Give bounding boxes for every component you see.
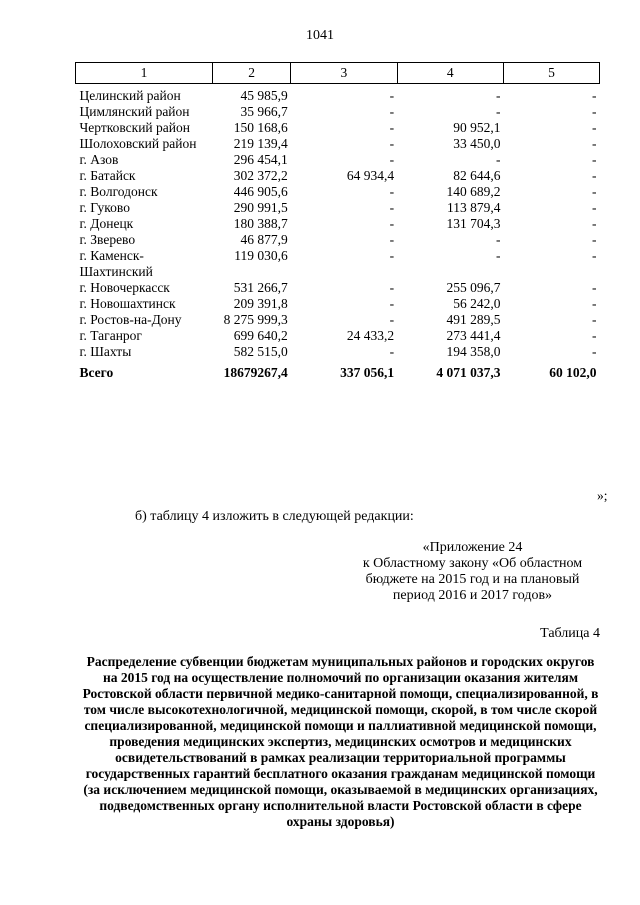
column-5-cell: -: [592, 216, 597, 231]
column-4-cell: 255 096,7: [446, 280, 501, 295]
page-number: 1041: [306, 28, 334, 43]
total-column-2-cell: 18679267,4: [223, 365, 288, 380]
table-heading: Распределение субвенции бюджетам муниципальных районов и городских округов на 2015 год на осуществление полномочий по организации оказания жителям Ростовской области первичной медико-санитарной помощи, специализированной, в том числе высокотехнологичной, медицинской помощи, скорой, в том числе скорой специализированной, медицинской помощи и паллиативной медицинской помощи, проведения медицинских экспертиз, медицинских осмотров и медицинских освидетельствований в рамках реализации территориальной программы государственных гарантий бесплатного оказания гражданам медицинской помощи (за исключением медицинской помощи, оказываемой в медицинских организациях, подведомственных органу исполнительной власти Ростовской области в сфере охраны здоровья): [82, 654, 599, 829]
column-5-cell: -: [592, 312, 597, 327]
column-2-cell: 8 275 999,3: [223, 312, 288, 327]
column-2-cell: 290 991,5: [233, 200, 288, 215]
column-2-cell: 35 966,7: [240, 104, 288, 119]
table-row: [76, 344, 600, 360]
table-body: [76, 84, 600, 382]
row-name-cell: г. Зверево: [79, 232, 136, 247]
row-name-cell: г. Каменск-Шахтинский: [79, 248, 153, 279]
column-2-cell: 446 905,6: [233, 184, 288, 199]
row-name-cell: г. Ростов-на-Дону: [79, 312, 182, 327]
column-3-cell: -: [389, 104, 395, 119]
column-header-5: 5: [503, 63, 599, 84]
column-3-cell: -: [389, 312, 395, 327]
column-3-cell: -: [389, 152, 395, 167]
appendix-line: к Областному закону «Об областном: [362, 556, 583, 571]
column-3-cell: -: [389, 232, 395, 247]
column-2-cell: 150 168,6: [233, 120, 288, 135]
total-column-5-cell: 60 102,0: [549, 365, 597, 380]
row-name-cell: Чертковский район: [79, 120, 190, 135]
column-5-cell: -: [592, 344, 597, 359]
row-name-cell: г. Батайск: [79, 168, 136, 183]
column-3-cell: -: [389, 200, 395, 215]
column-2-cell: 180 388,7: [233, 216, 288, 231]
row-name-cell: г. Волгодонск: [79, 184, 158, 199]
total-column-3-cell: 337 056,1: [340, 365, 395, 380]
column-4-cell: 56 242,0: [453, 296, 501, 311]
total-column-4-cell: 4 071 037,3: [436, 365, 501, 380]
table-row: [76, 120, 600, 136]
column-2-cell: 119 030,6: [234, 248, 288, 263]
row-name-cell: Цимлянский район: [79, 104, 190, 119]
column-2-cell: 296 454,1: [233, 152, 288, 167]
table-row: [76, 248, 600, 280]
column-5-cell: -: [592, 104, 597, 119]
row-name-cell: г. Новошахтинск: [79, 296, 176, 311]
column-4-cell: 90 952,1: [453, 120, 501, 135]
column-header-2: 2: [212, 63, 290, 84]
column-2-cell: 219 139,4: [233, 136, 288, 151]
column-2-cell: 531 266,7: [233, 280, 288, 295]
table-row: [76, 312, 600, 328]
column-2-cell: 582 515,0: [233, 344, 288, 359]
column-5-cell: -: [592, 328, 597, 343]
column-3-cell: -: [389, 216, 395, 231]
row-name-cell: г. Азов: [79, 152, 119, 167]
table-row: [76, 328, 600, 344]
instruction-text: б) таблицу 4 изложить в следующей редакции:: [135, 509, 414, 524]
column-4-cell: 113 879,4: [446, 200, 501, 215]
column-4-cell: 33 450,0: [453, 136, 501, 151]
column-4-cell: -: [495, 88, 501, 103]
column-4-cell: -: [495, 248, 501, 263]
appendix-title: «Приложение 24: [422, 540, 523, 555]
column-5-cell: -: [592, 184, 597, 199]
row-name-cell: г. Новочеркасск: [79, 280, 170, 295]
column-3-cell: -: [389, 120, 395, 135]
column-header-1: 1: [76, 63, 213, 84]
column-header-4: 4: [397, 63, 503, 84]
column-3-cell: -: [389, 184, 395, 199]
row-name-cell: г. Донецк: [79, 216, 134, 231]
column-4-cell: 131 704,3: [446, 216, 501, 231]
column-3-cell: -: [389, 88, 395, 103]
column-5-cell: -: [592, 232, 597, 247]
column-3-cell: -: [389, 248, 395, 263]
table-row: [76, 216, 600, 232]
table-row: [76, 152, 600, 168]
table-row: [76, 296, 600, 312]
table-row: [76, 280, 600, 296]
closing-quote-mark: »;: [597, 488, 608, 503]
appendix-line: бюджете на 2015 год и на плановый: [365, 572, 580, 587]
table-row: [76, 232, 600, 248]
column-5-cell: -: [592, 248, 597, 263]
column-3-cell: -: [389, 136, 395, 151]
column-4-cell: 140 689,2: [446, 184, 501, 199]
table-row: [76, 84, 600, 105]
table-header-row: [76, 63, 600, 84]
column-3-cell: -: [389, 280, 395, 295]
column-header-3: 3: [291, 63, 397, 84]
table-row: [76, 200, 600, 216]
table-label: Таблица 4: [540, 626, 600, 641]
column-5-cell: -: [592, 120, 597, 135]
column-4-cell: -: [495, 232, 501, 247]
table-row: [76, 168, 600, 184]
column-4-cell: 194 358,0: [446, 344, 501, 359]
table-row: [76, 184, 600, 200]
column-5-cell: -: [592, 280, 597, 295]
table-row: [76, 104, 600, 120]
column-5-cell: -: [592, 168, 597, 183]
column-4-cell: -: [495, 104, 501, 119]
column-2-cell: 302 372,2: [233, 168, 288, 183]
column-5-cell: -: [592, 296, 597, 311]
column-4-cell: 82 644,6: [453, 168, 501, 183]
column-5-cell: -: [592, 200, 597, 215]
column-5-cell: -: [592, 88, 597, 103]
appendix-line: период 2016 и 2017 годов»: [392, 588, 553, 603]
row-name-cell: Шолоховский район: [79, 136, 197, 151]
column-3-cell: -: [389, 296, 395, 311]
total-row: [76, 360, 600, 381]
column-2-cell: 699 640,2: [233, 328, 288, 343]
row-name-cell: г. Гуково: [79, 200, 130, 215]
column-5-cell: -: [592, 152, 597, 167]
total-label: Всего: [79, 365, 114, 380]
table-row: [76, 136, 600, 152]
column-3-cell: 24 433,2: [346, 328, 395, 343]
column-4-cell: -: [495, 152, 501, 167]
column-3-cell: 64 934,4: [346, 168, 395, 183]
column-5-cell: -: [592, 136, 597, 151]
budget-table: [75, 62, 600, 381]
row-name-cell: г. Шахты: [79, 344, 132, 359]
column-2-cell: 45 985,9: [240, 88, 288, 103]
row-name-cell: г. Таганрог: [79, 328, 142, 343]
appendix-block: [340, 540, 605, 604]
column-4-cell: 273 441,4: [446, 328, 501, 343]
row-name-cell: Целинский район: [79, 88, 181, 103]
column-2-cell: 209 391,8: [233, 296, 288, 311]
column-2-cell: 46 877,9: [240, 232, 288, 247]
column-4-cell: 491 289,5: [446, 312, 501, 327]
column-3-cell: -: [389, 344, 395, 359]
